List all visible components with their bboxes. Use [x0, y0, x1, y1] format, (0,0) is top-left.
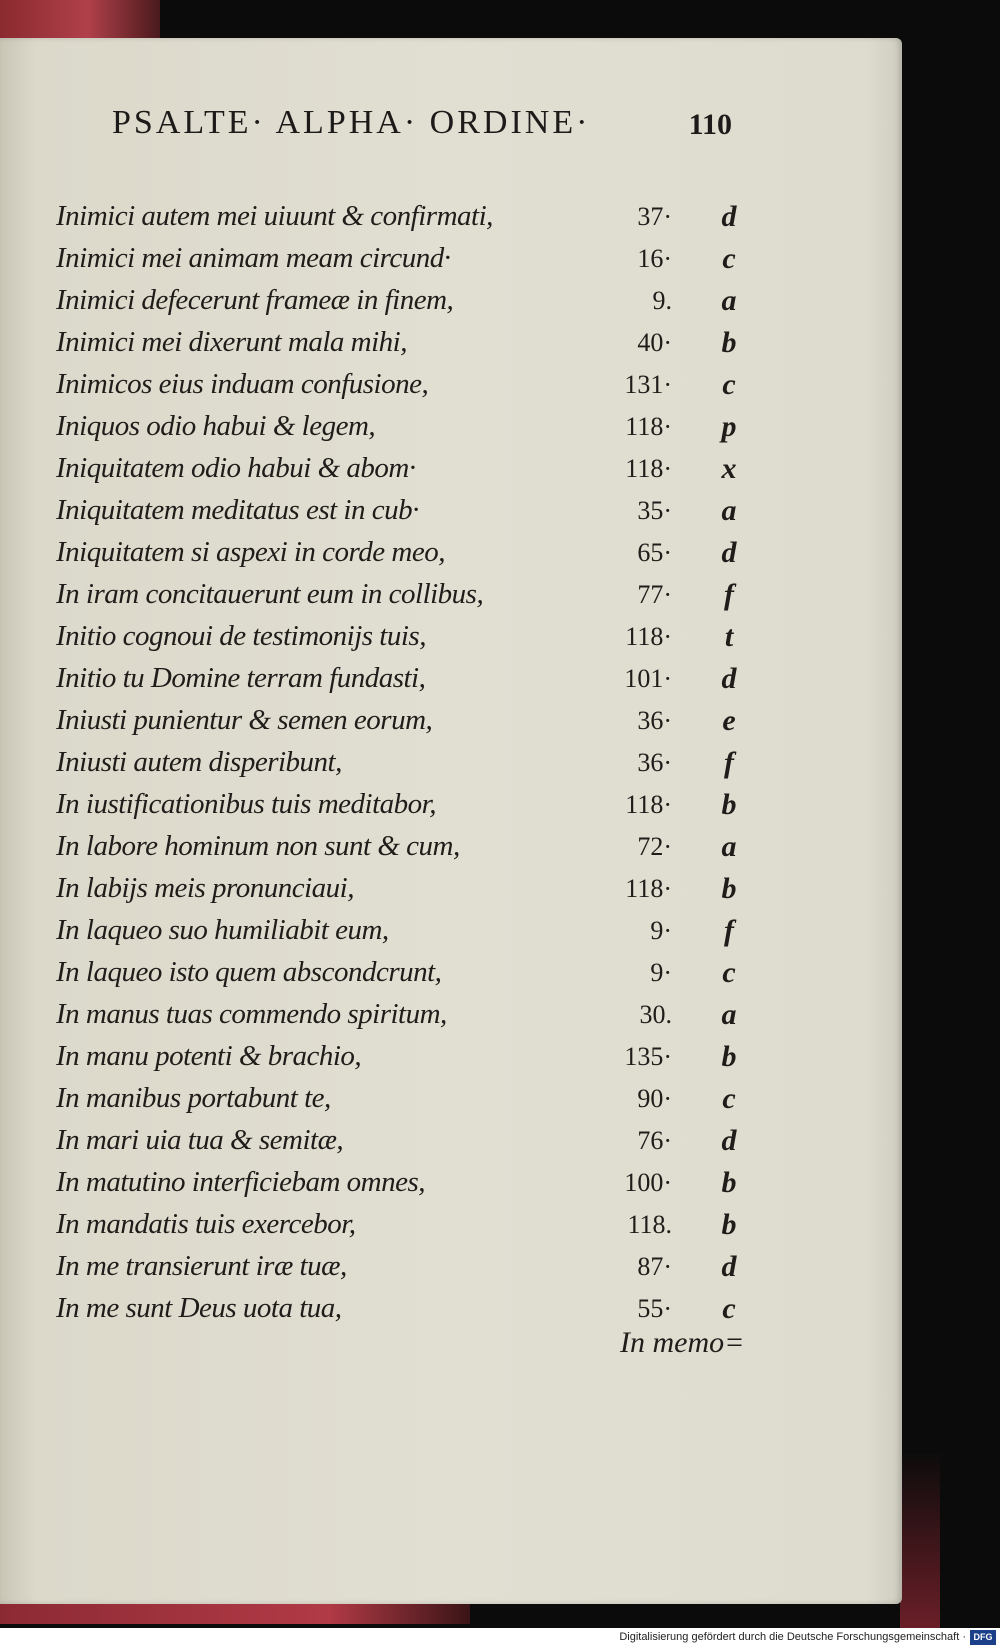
- entry-verse-letter: a: [721, 284, 737, 317]
- entry-text: In me sunt Deus uota tua,: [56, 1292, 342, 1324]
- entry-psalm-number: 118·: [625, 622, 672, 651]
- entry-psalm-number: 76·: [637, 1126, 672, 1155]
- entry-psalm-number: 135·: [624, 1042, 672, 1071]
- dfg-logo: DFG: [970, 1630, 996, 1645]
- index-entry-list: [50, 200, 750, 1334]
- digitization-footer: [0, 1628, 1000, 1649]
- entry-verse-letter: f: [724, 578, 734, 611]
- entry-text: Iniquos odio habui & legem,: [56, 410, 376, 442]
- entry-text: In manus tuas commendo spiritum,: [56, 998, 447, 1030]
- entry-text: In labore hominum non sunt & cum,: [56, 830, 460, 862]
- index-entry: [50, 1166, 750, 1208]
- entry-verse-letter: f: [724, 746, 734, 779]
- entry-text: In mari uia tua & semitæ,: [56, 1124, 344, 1156]
- entry-verse-letter: a: [721, 998, 737, 1031]
- entry-verse-letter: a: [721, 830, 737, 863]
- funding-note: Digitalisierung gefördert durch die Deutsche Forschungsgemeinschaft ·: [619, 1631, 966, 1643]
- entry-text: Initio cognoui de testimonijs tuis,: [56, 620, 426, 652]
- entry-text: In iustificationibus tuis meditabor,: [56, 788, 436, 820]
- entry-psalm-number: 55·: [637, 1294, 672, 1323]
- index-entry: [50, 704, 750, 746]
- entry-verse-letter: d: [721, 536, 737, 569]
- entry-verse-letter: d: [721, 1124, 737, 1157]
- entry-psalm-number: 9·: [650, 958, 672, 987]
- entry-verse-letter: c: [722, 956, 736, 989]
- index-entry: [50, 200, 750, 242]
- entry-verse-letter: d: [721, 662, 737, 695]
- page-header: [112, 104, 732, 154]
- entry-text: Inimici defecerunt frameæ in finem,: [56, 284, 454, 316]
- index-entry: [50, 326, 750, 368]
- index-entry: [50, 662, 750, 704]
- entry-verse-letter: b: [721, 326, 737, 359]
- index-entry: [50, 788, 750, 830]
- entry-verse-letter: f: [724, 914, 734, 947]
- entry-psalm-number: 87·: [637, 1252, 672, 1281]
- entry-psalm-number: 100·: [624, 1168, 672, 1197]
- running-title: PSALTE· ALPHA· ORDINE·: [112, 104, 591, 141]
- entry-text: Iniquitatem meditatus est in cub·: [56, 494, 419, 526]
- entry-verse-letter: p: [721, 410, 737, 443]
- entry-psalm-number: 118·: [625, 790, 672, 819]
- entry-psalm-number: 101·: [624, 664, 672, 693]
- entry-psalm-number: 77·: [637, 580, 672, 609]
- index-entry: [50, 1208, 750, 1250]
- index-entry: [50, 284, 750, 326]
- entry-text: In matutino interficiebam omnes,: [56, 1166, 426, 1198]
- entry-verse-letter: c: [722, 1082, 736, 1115]
- entry-text: In laqueo isto quem abscondcrunt,: [56, 956, 442, 988]
- index-entry: [50, 830, 750, 872]
- entry-verse-letter: c: [722, 242, 736, 275]
- entry-verse-letter: t: [724, 620, 734, 653]
- entry-text: Iniusti autem disperibunt,: [56, 746, 342, 778]
- entry-text: Iniquitatem si aspexi in corde meo,: [56, 536, 445, 568]
- index-entry: [50, 1040, 750, 1082]
- entry-psalm-number: 40·: [637, 328, 672, 357]
- entry-verse-letter: b: [721, 1208, 737, 1241]
- entry-verse-letter: e: [722, 704, 736, 737]
- entry-text: In manibus portabunt te,: [56, 1082, 331, 1114]
- entry-psalm-number: 90·: [637, 1084, 672, 1113]
- folio-number: 110: [688, 108, 732, 141]
- entry-psalm-number: 35·: [637, 496, 672, 525]
- index-entry: [50, 620, 750, 662]
- entry-text: In iram concitauerunt eum in collibus,: [56, 578, 484, 610]
- entry-psalm-number: 118·: [625, 874, 672, 903]
- index-entry: [50, 998, 750, 1040]
- entry-text: Iniusti punientur & semen eorum,: [56, 704, 433, 736]
- entry-text: Iniquitatem odio habui & abom·: [56, 452, 416, 484]
- index-entry: [50, 242, 750, 284]
- entry-text: In labijs meis pronunciaui,: [56, 872, 354, 904]
- index-entry: [50, 494, 750, 536]
- entry-verse-letter: c: [722, 368, 736, 401]
- entry-psalm-number: 118·: [625, 454, 672, 483]
- index-entry: [50, 536, 750, 578]
- index-entry: [50, 1082, 750, 1124]
- entry-psalm-number: 16·: [637, 244, 672, 273]
- index-entry: [50, 872, 750, 914]
- entry-psalm-number: 37·: [637, 202, 672, 231]
- index-entry: [50, 368, 750, 410]
- book-page: [0, 38, 902, 1604]
- entry-verse-letter: b: [721, 872, 737, 905]
- entry-psalm-number: 65·: [637, 538, 672, 567]
- entry-text: In laqueo suo humiliabit eum,: [56, 914, 389, 946]
- entry-verse-letter: b: [721, 1040, 737, 1073]
- index-entry: [50, 578, 750, 620]
- entry-psalm-number: 118.: [627, 1210, 672, 1239]
- entry-text: Inimici mei animam meam circund·: [56, 242, 451, 274]
- entry-verse-letter: a: [721, 494, 737, 527]
- entry-psalm-number: 9·: [650, 916, 672, 945]
- entry-psalm-number: 30.: [639, 1000, 672, 1029]
- entry-verse-letter: c: [722, 1292, 736, 1325]
- index-entry: [50, 914, 750, 956]
- entry-verse-letter: b: [721, 788, 737, 821]
- entry-text: Initio tu Domine terram fundasti,: [56, 662, 426, 694]
- entry-psalm-number: 36·: [637, 706, 672, 735]
- binding-edge-right: [900, 1450, 940, 1630]
- entry-psalm-number: 9.: [652, 286, 672, 315]
- entry-psalm-number: 36·: [637, 748, 672, 777]
- index-entry: [50, 746, 750, 788]
- index-entry: [50, 452, 750, 494]
- entry-text: In me transierunt iræ tuæ,: [56, 1250, 347, 1282]
- index-entry: [50, 1250, 750, 1292]
- entry-verse-letter: d: [721, 200, 737, 233]
- entry-psalm-number: 118·: [625, 412, 672, 441]
- entry-text: In mandatis tuis exercebor,: [56, 1208, 356, 1240]
- catchword: In memo=: [620, 1326, 745, 1359]
- index-entry: [50, 1124, 750, 1166]
- index-entry: [50, 956, 750, 998]
- entry-psalm-number: 131·: [624, 370, 672, 399]
- entry-text: Inimici mei dixerunt mala mihi,: [56, 326, 407, 358]
- entry-text: Inimicos eius induam confusione,: [56, 368, 429, 400]
- entry-text: In manu potenti & brachio,: [56, 1040, 362, 1072]
- entry-psalm-number: 72·: [637, 832, 672, 861]
- index-entry: [50, 410, 750, 452]
- entry-verse-letter: d: [721, 1250, 737, 1283]
- entry-verse-letter: x: [721, 452, 737, 485]
- entry-text: Inimici autem mei uiuunt & confirmati,: [56, 200, 493, 232]
- entry-verse-letter: b: [721, 1166, 737, 1199]
